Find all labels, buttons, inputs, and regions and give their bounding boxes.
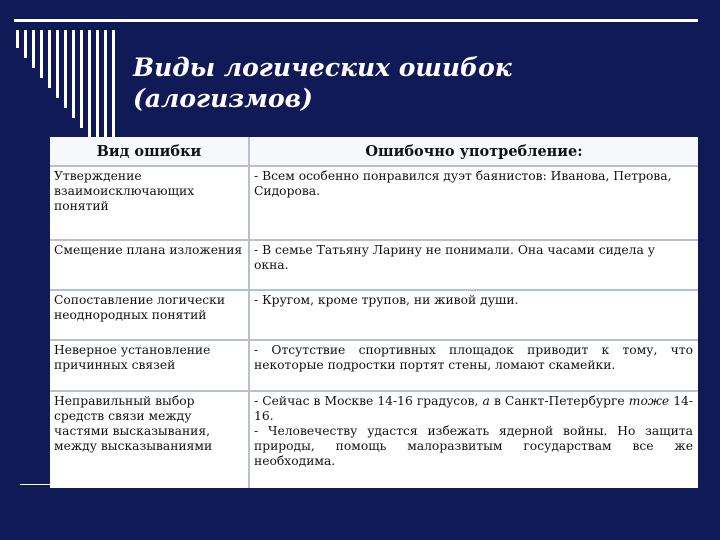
bar	[24, 30, 27, 58]
bar	[96, 30, 99, 140]
bar	[80, 30, 83, 128]
example-a-emphasis-2: тоже	[628, 394, 670, 408]
table-header-row	[50, 137, 698, 167]
bar	[88, 30, 91, 138]
example-a-mid: в Санкт-Петербурге	[493, 394, 625, 408]
bar	[32, 30, 35, 68]
decorative-bars	[16, 30, 116, 140]
error-type-cell: Неправильный выбор средств связи между частями высказывания, между высказываниями	[50, 392, 250, 488]
bar	[64, 30, 67, 108]
bar	[112, 30, 115, 140]
error-type-cell: Утверждение взаимоисключающих понятий	[50, 167, 250, 241]
bar	[104, 30, 107, 140]
table-row	[50, 241, 698, 291]
example-cell	[250, 392, 698, 488]
bar	[40, 30, 43, 78]
example-b: - Человечеству удастся избежать ядерной войны. Но защита природы, помощь малоразвитым государствам все же необходима.	[254, 424, 693, 468]
example-a-emphasis-1: а	[482, 394, 490, 408]
example-cell: - Кругом, кроме трупов, ни живой души.	[250, 291, 698, 341]
table-row	[50, 167, 698, 241]
bar	[56, 30, 59, 98]
top-divider-line	[14, 19, 698, 22]
example-a-post: 14-16.	[254, 394, 693, 423]
example-cell: - Отсутствие спортивных площадок приводит к тому, что некоторые подростки портят стены, ломают скамейки.	[250, 341, 698, 392]
header-example: Ошибочно употребление:	[250, 137, 698, 167]
bar	[72, 30, 75, 118]
slide-title	[133, 52, 693, 114]
error-type-cell: Смещение плана изложения	[50, 241, 250, 291]
title-line-2: (алогизмов)	[133, 84, 313, 113]
table-row	[50, 392, 698, 488]
example-cell: - Всем особенно понравился дуэт баянистов: Иванова, Петрова, Сидорова.	[250, 167, 698, 241]
bar	[48, 30, 51, 88]
table-row	[50, 291, 698, 341]
table-row	[50, 341, 698, 392]
errors-table	[50, 137, 698, 488]
header-error-type: Вид ошибки	[50, 137, 250, 167]
title-line-1: Виды логических ошибок	[133, 53, 512, 82]
error-type-cell: Сопоставление логически неоднородных понятий	[50, 291, 250, 341]
example-cell: - В семье Татьяну Ларину не понимали. Она часами сидела у окна.	[250, 241, 698, 291]
example-a-pre: - Сейчас в Москве 14-16 градусов,	[254, 394, 479, 408]
bar	[16, 30, 19, 48]
bottom-accent-line	[20, 484, 52, 485]
error-type-cell: Неверное установление причинных связей	[50, 341, 250, 392]
